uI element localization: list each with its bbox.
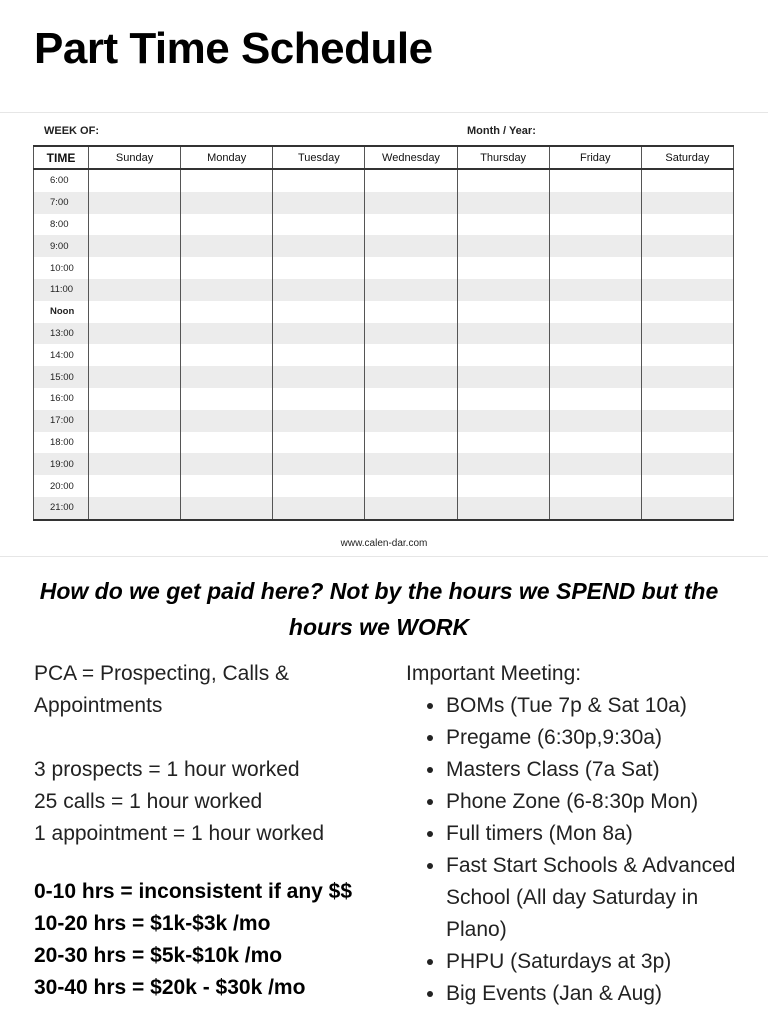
income-line: 30-40 hrs = $20k - $30k /mo [34,976,306,999]
time-cell: 18:00 [34,432,89,454]
schedule-cell[interactable] [457,257,549,279]
schedule-cell[interactable] [549,497,641,520]
schedule-cell[interactable] [641,388,733,410]
page-title: Part Time Schedule [34,24,433,73]
schedule-cell[interactable] [457,192,549,214]
schedule-header-row [34,146,734,169]
schedule-cell[interactable] [549,453,641,475]
schedule-cell[interactable] [641,453,733,475]
schedule-cell[interactable] [273,301,365,323]
income-line: 10-20 hrs = $1k-$3k /mo [34,912,271,935]
meeting-item: • PHPU (Saturdays at 3p) [446,946,756,978]
schedule-cell[interactable] [89,432,181,454]
time-cell: 17:00 [34,410,89,432]
schedule-cell[interactable] [549,169,641,192]
schedule-cell[interactable] [89,497,181,520]
right-column [406,658,756,1010]
schedule-row [34,279,734,301]
schedule-row [34,323,734,345]
schedule-cell[interactable] [89,366,181,388]
week-of-label: WEEK OF: [44,125,99,137]
schedule-cell[interactable] [549,344,641,366]
schedule-cell[interactable] [89,453,181,475]
schedule-table [33,145,734,521]
time-cell: 14:00 [34,344,89,366]
income-line: 0-10 hrs = inconsistent if any $$ [34,880,353,903]
schedule-cell[interactable] [89,257,181,279]
schedule-cell[interactable] [641,323,733,345]
schedule-row [34,169,734,192]
schedule-body [34,169,734,520]
schedule-cell[interactable] [641,410,733,432]
schedule-cell[interactable] [549,214,641,236]
schedule-cell[interactable] [641,214,733,236]
schedule-cell[interactable] [89,388,181,410]
schedule-cell[interactable] [457,497,549,520]
meeting-item: • Big Events (Jan & Aug) [446,978,756,1010]
schedule-cell[interactable] [273,279,365,301]
time-cell: 7:00 [34,192,89,214]
schedule-row [34,475,734,497]
schedule-cell[interactable] [641,235,733,257]
schedule-cell[interactable] [181,323,273,345]
time-cell: 13:00 [34,323,89,345]
schedule-cell[interactable] [457,301,549,323]
time-cell: 8:00 [34,214,89,236]
time-cell: Noon [34,301,89,323]
schedule-row [34,344,734,366]
schedule-cell[interactable] [641,192,733,214]
schedule-cell[interactable] [181,497,273,520]
weekly-schedule-image [0,112,768,557]
schedule-cell[interactable] [181,169,273,192]
time-cell: 16:00 [34,388,89,410]
schedule-cell[interactable] [457,410,549,432]
schedule-cell[interactable] [457,279,549,301]
day-header: Thursday [457,146,549,169]
income-line: 20-30 hrs = $5k-$10k /mo [34,944,283,967]
schedule-cell[interactable] [365,214,457,236]
schedule-cell[interactable] [273,323,365,345]
schedule-cell[interactable] [89,475,181,497]
schedule-cell[interactable] [273,235,365,257]
schedule-cell[interactable] [89,169,181,192]
schedule-cell[interactable] [365,192,457,214]
schedule-cell[interactable] [549,257,641,279]
schedule-row [34,432,734,454]
schedule-cell[interactable] [365,323,457,345]
schedule-cell[interactable] [181,475,273,497]
headline: How do we get paid here? Not by the hours we SPEND but the hours we WORK [39,578,719,640]
schedule-cell[interactable] [365,453,457,475]
meeting-item: • Full timers (Mon 8a) [446,818,756,850]
schedule-cell[interactable] [89,192,181,214]
schedule-cell[interactable] [641,366,733,388]
schedule-cell[interactable] [641,497,733,520]
rate-line: 1 appointment = 1 hour worked [34,822,325,845]
schedule-cell[interactable] [89,323,181,345]
schedule-cell[interactable] [549,388,641,410]
schedule-cell[interactable] [457,432,549,454]
schedule-cell[interactable] [273,432,365,454]
day-header: Friday [549,146,641,169]
schedule-cell[interactable] [549,366,641,388]
schedule-cell[interactable] [641,257,733,279]
schedule-cell[interactable] [549,410,641,432]
schedule-cell[interactable] [457,169,549,192]
schedule-cell[interactable] [89,344,181,366]
schedule-cell[interactable] [181,301,273,323]
day-header: Tuesday [273,146,365,169]
time-cell: 20:00 [34,475,89,497]
schedule-cell[interactable] [181,214,273,236]
schedule-cell[interactable] [457,475,549,497]
schedule-cell[interactable] [365,432,457,454]
schedule-row [34,214,734,236]
schedule-cell[interactable] [181,235,273,257]
schedule-cell[interactable] [549,323,641,345]
schedule-row [34,301,734,323]
meeting-item: • Pregame (6:30p,9:30a) [446,722,756,754]
schedule-cell[interactable] [641,475,733,497]
schedule-cell[interactable] [181,257,273,279]
meetings-list [406,690,756,1010]
schedule-row [34,388,734,410]
schedule-cell[interactable] [365,235,457,257]
schedule-cell[interactable] [89,214,181,236]
meeting-item: • Phone Zone (6-8:30p Mon) [446,786,756,818]
schedule-cell[interactable] [273,366,365,388]
schedule-cell[interactable] [365,279,457,301]
schedule-cell[interactable] [457,388,549,410]
rate-line: 3 prospects = 1 hour worked [34,758,300,781]
day-header: Saturday [641,146,733,169]
schedule-cell[interactable] [365,388,457,410]
schedule-cell[interactable] [457,235,549,257]
schedule-cell[interactable] [641,169,733,192]
meeting-item: • Fast Start Schools & Advanced School (All day Saturday in Plano) [446,850,756,946]
day-header: Sunday [89,146,181,169]
schedule-cell[interactable] [549,475,641,497]
schedule-cell[interactable] [365,475,457,497]
rate-line: 25 calls = 1 hour worked [34,790,263,813]
schedule-cell[interactable] [365,169,457,192]
pca-definition: PCA = Prospecting, Calls & Appointments [34,662,290,717]
schedule-cell[interactable] [181,279,273,301]
schedule-cell[interactable] [273,192,365,214]
schedule-cell[interactable] [273,497,365,520]
meeting-item: • Masters Class (7a Sat) [446,754,756,786]
schedule-cell[interactable] [181,410,273,432]
schedule-cell[interactable] [549,301,641,323]
schedule-cell[interactable] [273,475,365,497]
schedule-cell[interactable] [457,344,549,366]
schedule-cell[interactable] [365,497,457,520]
schedule-cell[interactable] [273,169,365,192]
time-cell: 10:00 [34,257,89,279]
time-cell: 6:00 [34,169,89,192]
schedule-cell[interactable] [273,410,365,432]
schedule-cell[interactable] [181,192,273,214]
schedule-cell[interactable] [549,235,641,257]
time-cell: 15:00 [34,366,89,388]
schedule-cell[interactable] [273,453,365,475]
schedule-row [34,257,734,279]
time-cell: 9:00 [34,235,89,257]
schedule-cell[interactable] [273,388,365,410]
schedule-cell[interactable] [181,366,273,388]
schedule-row [34,192,734,214]
schedule-row [34,235,734,257]
time-cell: 21:00 [34,497,89,520]
day-header: Wednesday [365,146,457,169]
schedule-cell[interactable] [549,432,641,454]
month-year-label: Month / Year: [467,125,536,137]
schedule-cell[interactable] [365,257,457,279]
schedule-cell[interactable] [181,453,273,475]
schedule-cell[interactable] [89,279,181,301]
schedule-cell[interactable] [181,432,273,454]
schedule-row [34,410,734,432]
schedule-cell[interactable] [549,192,641,214]
schedule-row [34,497,734,520]
schedule-cell[interactable] [365,410,457,432]
meeting-item: • BOMs (Tue 7p & Sat 10a) [446,690,756,722]
footer-url: www.calen-dar.com [340,538,428,549]
schedule-cell[interactable] [181,388,273,410]
left-column [34,658,404,1004]
schedule-cell[interactable] [457,366,549,388]
schedule-cell[interactable] [273,214,365,236]
meetings-heading: Important Meeting: [406,662,582,685]
schedule-cell[interactable] [365,366,457,388]
schedule-cell[interactable] [641,432,733,454]
time-column-header: TIME [34,146,89,169]
schedule-cell[interactable] [549,279,641,301]
time-cell: 19:00 [34,453,89,475]
schedule-cell[interactable] [457,453,549,475]
schedule-cell[interactable] [457,323,549,345]
schedule-cell[interactable] [89,410,181,432]
schedule-cell[interactable] [273,257,365,279]
schedule-cell[interactable] [365,301,457,323]
schedule-cell[interactable] [365,344,457,366]
schedule-cell[interactable] [457,214,549,236]
schedule-row [34,453,734,475]
schedule-row [34,366,734,388]
schedule-cell[interactable] [89,235,181,257]
schedule-cell[interactable] [641,279,733,301]
day-header: Monday [181,146,273,169]
schedule-cell[interactable] [273,344,365,366]
schedule-cell[interactable] [181,344,273,366]
schedule-cell[interactable] [641,344,733,366]
time-cell: 11:00 [34,279,89,301]
schedule-cell[interactable] [641,301,733,323]
schedule-cell[interactable] [89,301,181,323]
